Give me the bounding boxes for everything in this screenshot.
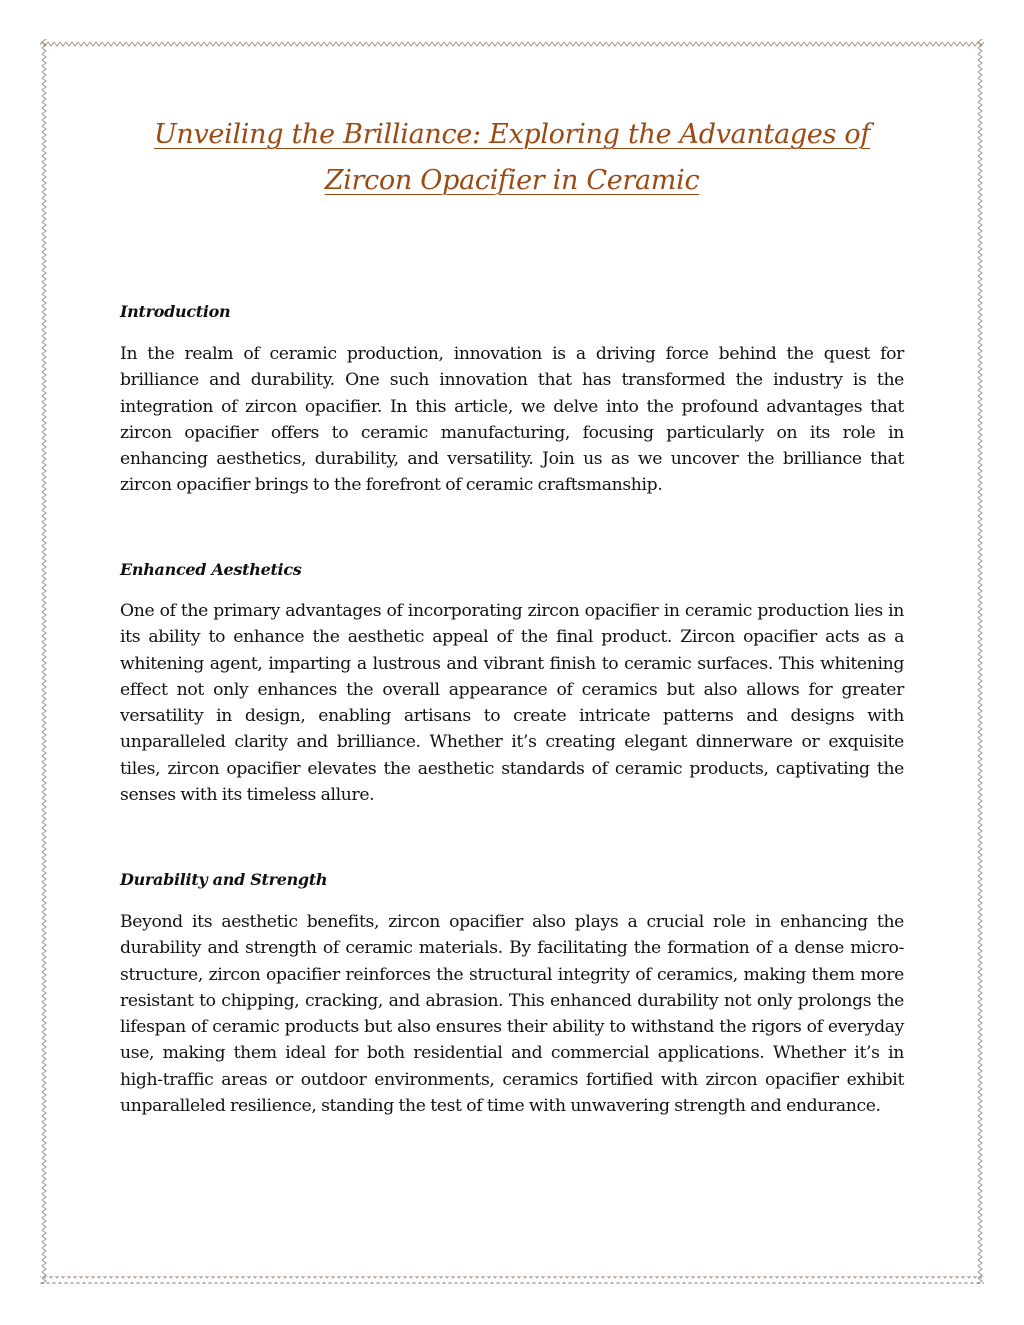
section-body-durability-strength: Beyond its aesthetic benefits, zircon opacifier also plays a crucial role in enhancing the durability and strength of ceramic materials. By facilitating the formation of a dense micro-structure, zircon opacifier reinforces the structural integrity of ceramics, making them more resistant to chipping, cracking, and abrasion. This enhanced durability not only prolongs the lifespan of ceramic products but also ensures their ability to withstand the rigors of everyday use, making them ideal for both residential and commercial applications. Whether it’s in high-traffic areas or outdoor environments, ceramics fortified with zircon opacifier exhibit unparalleled resilience, standing the test of time with unwavering strength and endurance.	[120, 912, 904, 1117]
section-body-enhanced-aesthetics: One of the primary advantages of incorporating zircon opacifier in ceramic production lies in its ability to enhance the aesthetic appeal of the final product. Zircon opacifier acts as a whitening agent, imparting a lustrous and vibrant finish to ceramic surfaces. This whitening effect not only enhances the overall appearance of ceramics but also allows for greater versatility in design, enabling artisans to create intricate patterns and designs with unparalleled clarity and brilliance. Whether it’s creating elegant dinnerware or exquisite tiles, zircon opacifier elevates the aesthetic standards of ceramic products, captivating the senses with its timeless allure.	[120, 601, 904, 806]
section-heading-durability-strength: Durability and Strength	[120, 870, 328, 889]
document-title: Unveiling the Brilliance: Exploring the Advantages of Zircon Opacifier in Ceramic	[153, 119, 871, 196]
section-heading-enhanced-aesthetics: Enhanced Aesthetics	[120, 560, 302, 579]
section-body-introduction: In the realm of ceramic production, innovation is a driving force behind the quest for brilliance and durability. One such innovation that has transformed the industry is the integration of zircon opacifier. In this article, we delve into the profound advantages that zircon opacifier offers to ceramic manufacturing, focusing particularly on its role in enhancing aesthetics, durability, and versatility. Join us as we uncover the brilliance that zircon opacifier brings to the forefront of ceramic craftsmanship.	[120, 344, 904, 496]
section-heading-introduction: Introduction	[120, 302, 231, 321]
document-page	[120, 112, 904, 1117]
border-top	[40, 39, 984, 47]
border-right	[976, 39, 984, 1284]
border-bottom	[40, 1276, 984, 1284]
border-left	[40, 39, 48, 1284]
